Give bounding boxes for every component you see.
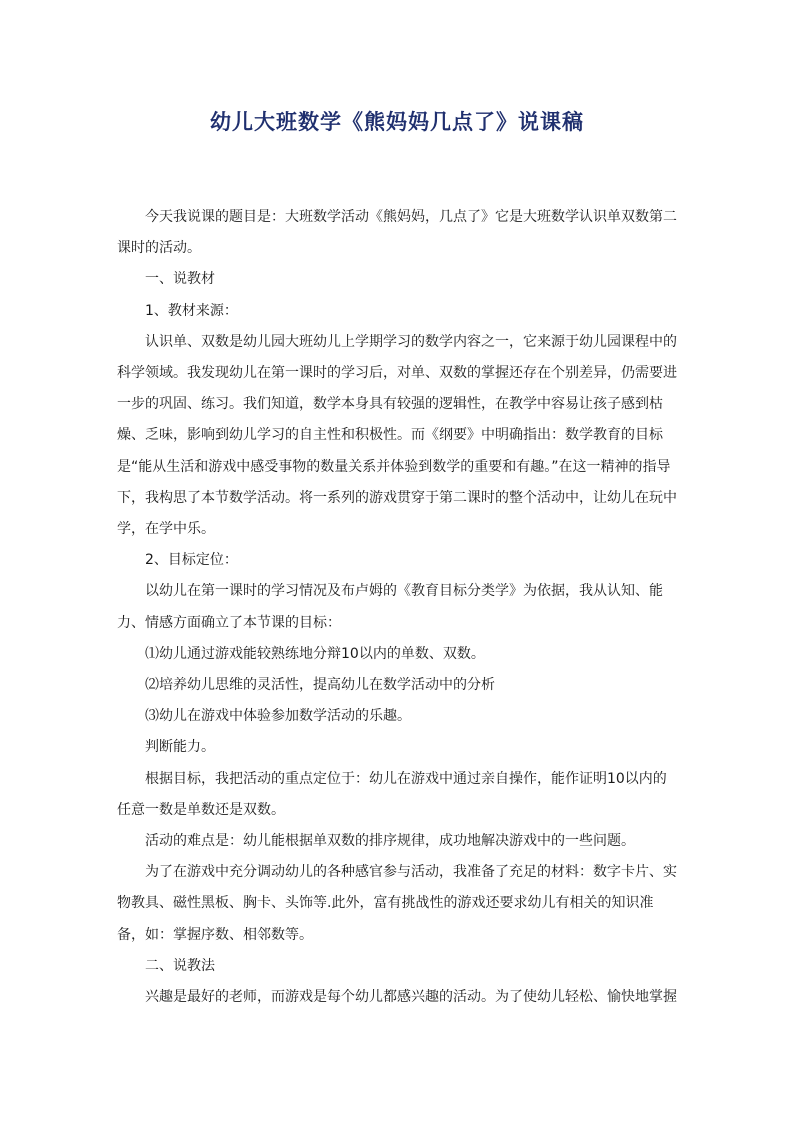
paragraph-key-point: 根据目标，我把活动的重点定位于：幼儿在游戏中通过亲自操作，能作证明10以内的任意一数是单数还是双数。 — [117, 770, 667, 818]
section-heading-teaching-material: 一、说教材 — [145, 271, 215, 288]
paragraph-judgment-ability: 判断能力。 — [145, 739, 215, 756]
paragraph-material-source: 认识单、双数是幼儿园大班幼儿上学期学习的数学内容之一，它来源于幼儿园课程中的科学领域。我发现幼儿在第一课时的学习后，对单、双数的掌握还存在个别差异，仍需要进一步的巩固、练习。我们知道，数学本身具有较强的逻辑性，在教学中容易让孩子感到枯燥、乏味，影响到幼儿学习的自主性和积极性。而《纲要》中明确指出：数学教育的目标是“能从生活和游戏中感受事物的数量关系并体验到数学的重要和有趣。”在这一精神的指导下，我构思了本节数学活动。将一系列的游戏贯穿于第二课时的整个活动中，让幼儿在玩中学，在学中乐。 — [117, 333, 677, 538]
subheading-material-source: 1、教材来源： — [145, 302, 238, 319]
document-body — [117, 202, 679, 1013]
section-heading-teaching-method: 二、说教法 — [145, 957, 215, 974]
subheading-goal-positioning: 2、目标定位： — [145, 552, 238, 569]
goal-item-2: ⑵培养幼儿思维的灵活性，提高幼儿在数学活动中的分析 — [145, 677, 495, 694]
paragraph-teaching-method: 兴趣是最好的老师，而游戏是每个幼儿都感兴趣的活动。为了使幼儿轻松、愉快地掌握 — [145, 989, 677, 1006]
goal-item-1: ⑴幼儿通过游戏能较熟练地分辩10以内的单数、双数。 — [145, 645, 485, 662]
paragraph-materials: 为了在游戏中充分调动幼儿的各种感官参与活动，我准备了充足的材料：数字卡片、实物教具、磁性黑板、胸卡、头饰等.此外，富有挑战性的游戏还要求幼儿有相关的知识准备，如：掌握序数、相邻数等。 — [117, 864, 677, 943]
document-title: 幼儿大班数学《熊妈妈几点了》说课稿 — [210, 109, 584, 134]
paragraph-difficulty: 活动的难点是：幼儿能根据单双数的排序规律，成功地解决游戏中的一些问题。 — [145, 833, 635, 850]
paragraph-goal-basis: 以幼儿在第一课时的学习情况及布卢姆的《教育目标分类学》为依据，我从认知、能力、情感方面确立了本节课的目标： — [117, 583, 663, 631]
paragraph-intro: 今天我说课的题目是：大班数学活动《熊妈妈，几点了》它是大班数学认识单双数第二课时的活动。 — [117, 209, 677, 257]
goal-item-3: ⑶幼儿在游戏中体验参加数学活动的乐趣。 — [145, 708, 411, 725]
